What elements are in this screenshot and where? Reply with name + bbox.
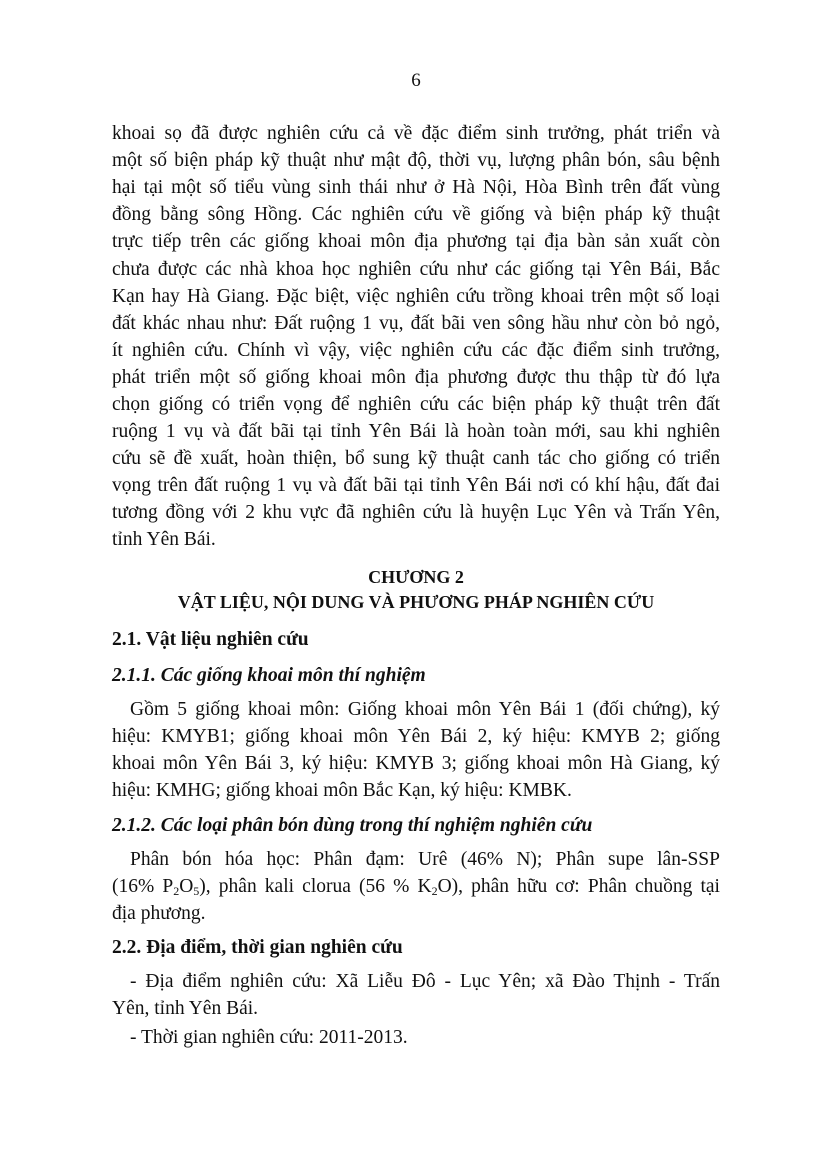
subscript: 2 [431,884,438,898]
subsection-heading: 2.1.2. Các loại phân bón dùng trong thí nghiệm nghiên cứu [112,815,593,836]
paragraph-line: - Thời gian nghiên cứu: 2011-2013. [130,1027,408,1048]
subscript: 5 [193,884,200,898]
paragraph-line: ruộng 1 vụ và đất bãi tại tỉnh Yên Bái là hoàn toàn mới, sau khi nghiên [112,421,720,442]
paragraph-line: tỉnh Yên Bái. [112,529,216,550]
paragraph-line: địa phương. [112,903,206,924]
text-run: ), phân kali clorua (56 % K [199,876,432,897]
paragraph-line: chưa được các nhà khoa học nghiên cứu như các giống tại Yên Bái, Bắc [112,259,720,280]
paragraph-line: cứu sẽ đề xuất, hoàn thiện, bổ sung kỹ thuật canh tác cho giống có triển [112,448,720,469]
text-run: O [179,876,194,897]
section-heading: 2.1. Vật liệu nghiên cứu [112,629,309,650]
paragraph-line: đồng bằng sông Hồng. Các nghiên cứu về giống và biện pháp kỹ thuật [112,204,720,225]
paragraph-line: Kạn hay Hà Giang. Đặc biệt, việc nghiên cứu trồng khoai trên một số loại [112,286,720,307]
paragraph-line: một số biện pháp kỹ thuật như mật độ, thời vụ, lượng phân bón, sâu bệnh [112,150,720,171]
paragraph-line: phát triển một số giống khoai môn địa phương được thu thập từ đó lựa [112,367,720,388]
paragraph-line: Yên, tỉnh Yên Bái. [112,998,259,1019]
paragraph-line: chọn giống có triển vọng để nghiên cứu các biện pháp kỹ thuật trên đất [112,394,720,415]
paragraph-line: khoai môn Yên Bái 3, ký hiệu: KMYB 3; giống khoai môn Hà Giang, ký [112,753,720,774]
paragraph-line: ít nghiên cứu. Chính vì vậy, việc nghiên cứu các đặc điểm sinh trưởng, [112,340,720,361]
formula-line [112,873,720,900]
paragraph-line: khoai sọ đã được nghiên cứu cả về đặc điểm sinh trưởng, phát triển và [112,123,720,144]
chapter-title: VẬT LIỆU, NỘI DUNG VÀ PHƯƠNG PHÁP NGHIÊN CỨU [177,592,655,612]
paragraph-line: tương đồng với 2 khu vực đã nghiên cứu là huyện Lục Yên và Trấn Yên, [112,502,720,523]
text-run: (16% P [112,876,174,897]
paragraph-line: Gồm 5 giống khoai môn: Giống khoai môn Yên Bái 1 (đối chứng), ký [130,699,720,720]
text-run: O), phân hữu cơ: Phân chuồng tại [437,876,720,897]
paragraph-line: Phân bón hóa học: Phân đạm: Urê (46% N); Phân supe lân-SSP [130,849,720,870]
paragraph-line: hiệu: KMHG; giống khoai môn Bắc Kạn, ký hiệu: KMBK. [112,780,572,801]
section-heading: 2.2. Địa điểm, thời gian nghiên cứu [112,937,403,958]
page-number: 6 [411,70,421,91]
subscript: 2 [173,884,180,898]
paragraph-line: hại tại một số tiểu vùng sinh thái như ở Hà Nội, Hòa Bình trên đất vùng [112,177,720,198]
paragraph-line: trực tiếp trên các giống khoai môn địa phương tại địa bàn sản xuất còn [112,231,720,252]
paragraph-line: vọng trên đất ruộng 1 vụ và đất bãi tại tỉnh Yên Bái nơi có khí hậu, đất đai [112,475,720,496]
subsection-heading: 2.1.1. Các giống khoai môn thí nghiệm [112,665,426,686]
chapter-label: CHƯƠNG 2 [368,567,464,587]
paragraph-line: hiệu: KMYB1; giống khoai môn Yên Bái 2, ký hiệu: KMYB 2; giống [112,726,720,747]
paragraph-line: - Địa điểm nghiên cứu: Xã Liễu Đô - Lục Yên; xã Đào Thịnh - Trấn [130,971,720,992]
paragraph-line: đất khác nhau như: Đất ruộng 1 vụ, đất bãi ven sông hầu như còn bỏ ngỏ, [112,313,720,334]
